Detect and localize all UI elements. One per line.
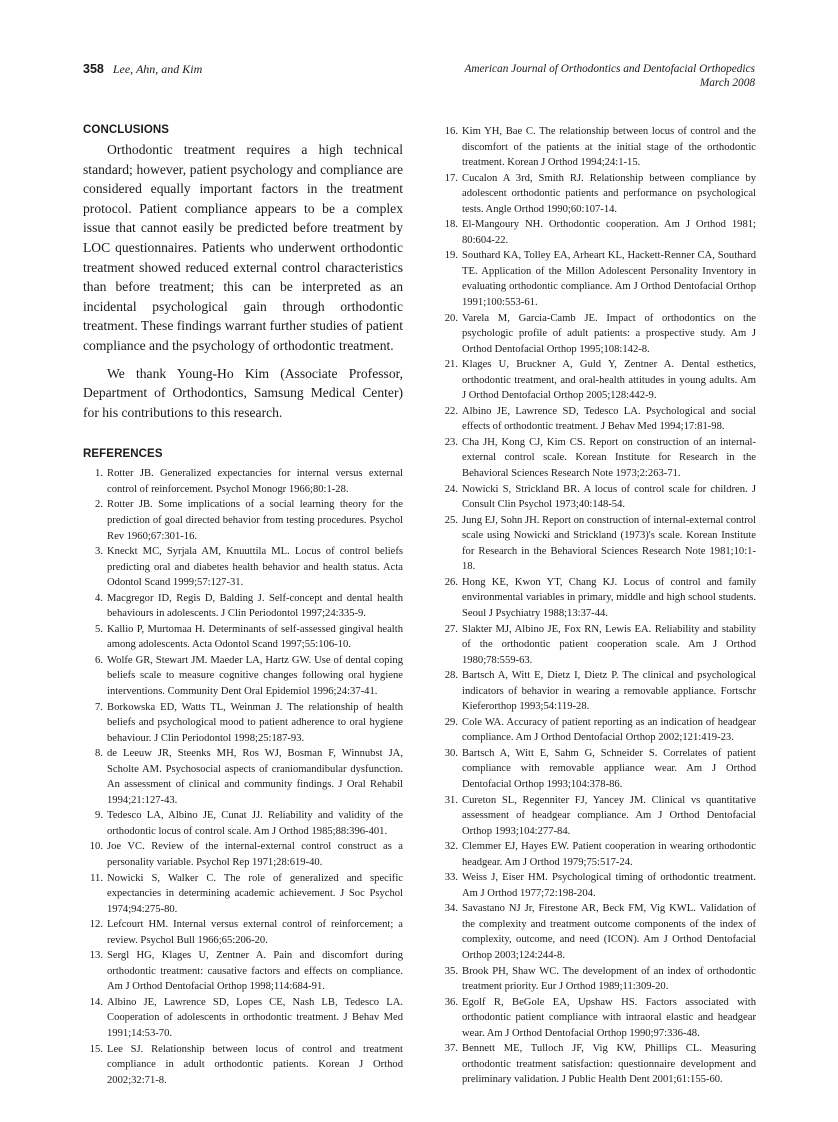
reference-item: [83, 653, 403, 700]
reference-text: Kneckt MC, Syrjala AM, Knuuttila ML. Locus of control beliefs predicting oral and diabetes health behavior and health status. Acta Odontol Scand 1999;57:127-31.: [107, 546, 403, 589]
reference-number: 17.: [444, 172, 458, 184]
right-column: [438, 124, 756, 1088]
reference-number: 3.: [95, 546, 103, 558]
reference-text: El-Mangoury NH. Orthodontic cooperation. Am J Orthod 1981; 80:604-22.: [462, 219, 756, 246]
reference-item: [83, 808, 403, 839]
reference-number: 25.: [444, 514, 458, 526]
reference-item: [83, 839, 403, 870]
reference-number: 18.: [444, 219, 458, 231]
reference-text: Albino JE, Lawrence SD, Tedesco LA. Psychological and social effects of orthodontic treatment. J Behav Med 1994;17:81-98.: [462, 405, 756, 433]
reference-number: 8.: [95, 748, 103, 760]
reference-list-right: [438, 124, 756, 1088]
reference-number: 20.: [444, 312, 458, 324]
reference-number: 16.: [444, 126, 458, 137]
reference-item: [438, 248, 756, 310]
reference-text: Southard KA, Tolley EA, Arheart KL, Hackett-Renner CA, Southard TE. Application of the Millon Adolescent Personality Inventory in evaluating orthodontic compliance. Am J Orthod Dentofacial Orthop 1991;100:553-61.: [462, 250, 756, 309]
reference-text: Bartsch A, Witt E, Sahm G, Schneider S. Correlates of patient compliance with removable appliance wear. Am J Orthod Dentofacial Orthop 1993;104:378-86.: [462, 747, 756, 790]
reference-item: [438, 171, 756, 218]
reference-text: Kallio P, Murtomaa H. Determinants of self-assessed gingival health among adolescents. Acta Odontol Scand 1997;55:106-10.: [107, 623, 403, 651]
reference-text: Cha JH, Kong CJ, Kim CS. Report on construction of an internal-external control scale. Korean Institute for Research in the Behavioral Sciences Research Note 1973;2:263-71.: [462, 436, 756, 480]
reference-item: [83, 1042, 403, 1089]
acknowledgment-paragraph: We thank Young-Ho Kim (Associate Professor, Department of Orthodontics, Samsung Medical Center) for his contributions to this research.: [83, 365, 403, 420]
reference-item: [438, 793, 756, 840]
reference-number: 4.: [95, 592, 103, 604]
reference-text: Cole WA. Accuracy of patient reporting as an indication of headgear compliance. Am J Orthod Dentofacial Orthop 2002;121:419-23.: [462, 716, 756, 744]
reference-text: Wolfe GR, Stewart JM. Maeder LA, Hartz GW. Use of dental coping beliefs scale to measure cognitive changes following oral hygiene interventions. Community Dent Oral Epidemiol 1996;24:37-41.: [107, 654, 403, 697]
reference-item: [83, 871, 403, 918]
reference-text: Brook PH, Shaw WC. The development of an index of orthodontic treatment priority. Eur J Orthod 1989;11:309-20.: [462, 965, 756, 993]
reference-number: 29.: [444, 716, 458, 728]
reference-item: [438, 124, 756, 171]
reference-item: [83, 700, 403, 747]
reference-item: [438, 357, 756, 404]
reference-item: [438, 995, 756, 1042]
reference-number: 21.: [444, 359, 458, 371]
reference-number: 23.: [444, 436, 458, 448]
reference-text: Rotter JB. Generalized expectancies for internal versus external control of reinforcement. Psychol Monogr 1966;80:1-28.: [107, 468, 403, 495]
reference-number: 26.: [444, 576, 458, 588]
references-heading: REFERENCES: [83, 448, 163, 461]
reference-item: [83, 466, 403, 497]
conclusions-paragraph: Orthodontic treatment requires a high technical standard; however, patient psychology and compliance are considered equally important factors in the treatment protocol. Patient compliance appears to be a complex issue that cannot easily be predicted before treatment by LOC questionnaires. Patients who underwent orthodontic treatment showed reduced external control characteristics than before treatment; this can be interpreted as an incidental psychological gain through orthodontic treatment. These findings warrant further studies of patient compliance and the psychology of orthodontic treatment.: [83, 142, 403, 353]
reference-text: Hong KE, Kwon YT, Chang KJ. Locus of control and family environmental variables in primary, middle and high school students. Seoul J Psychiatry 1988;13:37-44.: [462, 576, 756, 619]
reference-number: 32.: [444, 841, 458, 853]
reference-item: [83, 948, 403, 995]
reference-item: [438, 622, 756, 669]
reference-text: Nowicki S, Strickland BR. A locus of control scale for children. J Consult Clin Psychol 1973;40:148-54.: [462, 483, 756, 511]
journal-title: American Journal of Orthodontics and Dentofacial Orthopedics: [464, 63, 755, 75]
reference-text: Jung EJ, Sohn JH. Report on construction of internal-external control scale using Nowicki and Strickland (1973)'s scale. Korean Institute for Research in the Behavioral Sciences Research Note 1981;10:1-18.: [462, 514, 756, 573]
reference-item: [438, 746, 756, 793]
reference-text: Bartsch A, Witt E, Dietz I, Dietz P. The clinical and psychological indicators of behavior in wearing a removable appliance. Fortschr Kieferorthop 1993;54:119-28.: [462, 670, 756, 713]
reference-number: 33.: [444, 872, 458, 884]
reference-number: 22.: [444, 405, 458, 417]
reference-item: [438, 482, 756, 513]
reference-text: Lee SJ. Relationship between locus of control and treatment compliance in adult orthodontic patients. Korean J Orthod 2002;32:71-8.: [107, 1043, 403, 1086]
reference-item: [438, 870, 756, 901]
reference-text: Klages U, Bruckner A, Guld Y, Zentner A. Dental esthetics, orthodontic treatment, and oral-health attitudes in young adults. Am J Orthod Dentofacial Orthop 2005;128:442-9.: [462, 359, 756, 402]
reference-number: 10.: [89, 841, 103, 853]
reference-number: 2.: [95, 499, 103, 511]
reference-item: [438, 404, 756, 435]
reference-text: Kim YH, Bae C. The relationship between locus of control and the discomfort of the patients at the initial stage of the orthodontic treatment. Korean J Orthod 1994;24:1-15.: [462, 126, 756, 169]
reference-number: 6.: [95, 654, 103, 666]
reference-number: 7.: [95, 701, 103, 713]
reference-number: 5.: [95, 623, 103, 635]
running-header-left: [83, 62, 202, 77]
running-header-right: [464, 62, 755, 90]
reference-item: [438, 715, 756, 746]
reference-number: 37.: [444, 1043, 458, 1055]
reference-item: [83, 544, 403, 591]
reference-item: [438, 575, 756, 622]
conclusions-heading: CONCLUSIONS: [83, 124, 170, 136]
reference-text: Macgregor ID, Regis D, Balding J. Self-concept and dental health behaviours in adolescents. J Clin Periodontol 1997;24:335-9.: [107, 592, 403, 620]
reference-text: Bennett ME, Tulloch JF, Vig KW, Phillips CL. Measuring orthodontic treatment satisfaction: questionnaire development and preliminary validation. J Public Health Dent 2001;61:155-60.: [462, 1043, 756, 1086]
reference-text: Cureton SL, Regenniter FJ, Yancey JM. Clinical vs quantitative assessment of headgear compliance. Am J Orthod Dentofacial Orthop 1993;104:277-84.: [462, 794, 756, 837]
reference-number: 9.: [95, 810, 103, 822]
reference-item: [438, 964, 756, 995]
reference-item: [83, 591, 403, 622]
issue-date: March 2008: [699, 77, 755, 89]
reference-number: 11.: [90, 872, 103, 884]
reference-text: Joe VC. Review of the internal-external control construct as a personality variable. Psychol Rep 1971;28:619-40.: [107, 841, 403, 868]
reference-text: Lefcourt HM. Internal versus external control of reinforcement; a review. Psychol Bull 1966;65:206-20.: [107, 919, 403, 946]
reference-item: [438, 217, 756, 248]
reference-item: [438, 513, 756, 575]
reference-number: 15.: [89, 1043, 103, 1055]
reference-text: Tedesco LA, Albino JE, Cunat JJ. Reliability and validity of the orthodontic locus of control scale. Am J Orthod 1985;88:396-401.: [107, 810, 403, 837]
reference-number: 13.: [89, 950, 103, 962]
page-number: 358: [83, 62, 104, 76]
reference-text: Rotter JB. Some implications of a social learning theory for the prediction of goal directed behavior from testing procedures. Psychol Rev 1960;67:301-16.: [107, 499, 403, 542]
reference-number: 35.: [444, 965, 458, 977]
reference-item: [438, 839, 756, 870]
reference-item: [438, 435, 756, 482]
reference-text: Cucalon A 3rd, Smith RJ. Relationship between compliance by adolescent orthodontic patients and performance on psychological tests. Angle Orthod 1990;60:107-14.: [462, 172, 756, 215]
reference-text: Slakter MJ, Albino JE, Fox RN, Lewis EA. Reliability and stability of the orthodontic patient cooperation scale. Am J Orthod 1980;78:559-63.: [462, 623, 756, 666]
reference-text: Savastano NJ Jr, Firestone AR, Beck FM, Vig KWL. Validation of the complexity and treatment outcome components of the index of complexity, outcome, and need (ICON). Am J Orthod Dentofacial Orthop 2003;124:244-8.: [462, 903, 756, 961]
reference-number: 31.: [444, 794, 458, 806]
reference-item: [83, 622, 403, 653]
reference-number: 36.: [444, 996, 458, 1008]
reference-item: [83, 995, 403, 1042]
running-authors: Lee, Ahn, and Kim: [112, 62, 203, 76]
reference-text: Varela M, Garcia-Camb JE. Impact of orthodontics on the psychologic profile of adult patients: a prospective study. Am J Orthod Dentofacial Orthop 1995;108:142-8.: [462, 312, 756, 355]
left-column: [83, 124, 403, 1088]
reference-number: 24.: [444, 483, 458, 495]
reference-text: de Leeuw JR, Steenks MH, Ros WJ, Bosman F, Winnubst JA, Scholte AM. Psychosocial aspects of craniomandibular dysfunction. An assessment of clinical and community findings. J Oral Rehabil 1994;21:127-43.: [107, 748, 403, 806]
reference-number: 28.: [444, 670, 458, 682]
reference-text: Weiss J, Eiser HM. Psychological timing of orthodontic treatment. Am J Orthod 1977;72:198-204.: [462, 872, 756, 899]
reference-number: 12.: [89, 919, 103, 931]
reference-item: [438, 901, 756, 963]
reference-item: [438, 1041, 756, 1088]
reference-number: 1.: [95, 468, 103, 480]
reference-number: 27.: [444, 623, 458, 635]
reference-text: Nowicki S, Walker C. The role of generalized and specific expectancies in determining academic achievement. J Soc Psychol 1974;94:275-80.: [107, 872, 403, 915]
reference-number: 30.: [444, 747, 458, 759]
reference-text: Egolf R, BeGole EA, Upshaw HS. Factors associated with orthodontic patient compliance with intraoral elastic and headgear wear. Am J Orthod Dentofacial Orthop 1990;97:336-48.: [462, 996, 756, 1039]
reference-number: 19.: [444, 250, 458, 262]
reference-number: 14.: [89, 996, 103, 1008]
reference-list-left: [83, 466, 403, 1088]
reference-item: [83, 917, 403, 948]
reference-text: Borkowska ED, Watts TL, Weinman J. The relationship of health beliefs and psychological mood to patient adherence to oral hygiene behaviour. J Clin Periodontol 1998;25:187-93.: [107, 701, 403, 744]
reference-item: [83, 497, 403, 544]
reference-text: Albino JE, Lawrence SD, Lopes CE, Nash LB, Tedesco LA. Cooperation of adolescents in orthodontic treatment. J Behav Med 1991;14:53-70.: [107, 996, 403, 1039]
reference-number: 34.: [444, 903, 458, 915]
reference-text: Clemmer EJ, Hayes EW. Patient cooperation in wearing orthodontic headgear. Am J Orthod 1979;75:517-24.: [462, 841, 756, 868]
reference-text: Sergl HG, Klages U, Zentner A. Pain and discomfort during orthodontic treatment: causative factors and effects on compliance. Am J Orthod Dentofacial Orthop 1998;114:684-91.: [107, 950, 403, 993]
reference-item: [438, 311, 756, 358]
reference-item: [83, 746, 403, 808]
reference-item: [438, 668, 756, 715]
